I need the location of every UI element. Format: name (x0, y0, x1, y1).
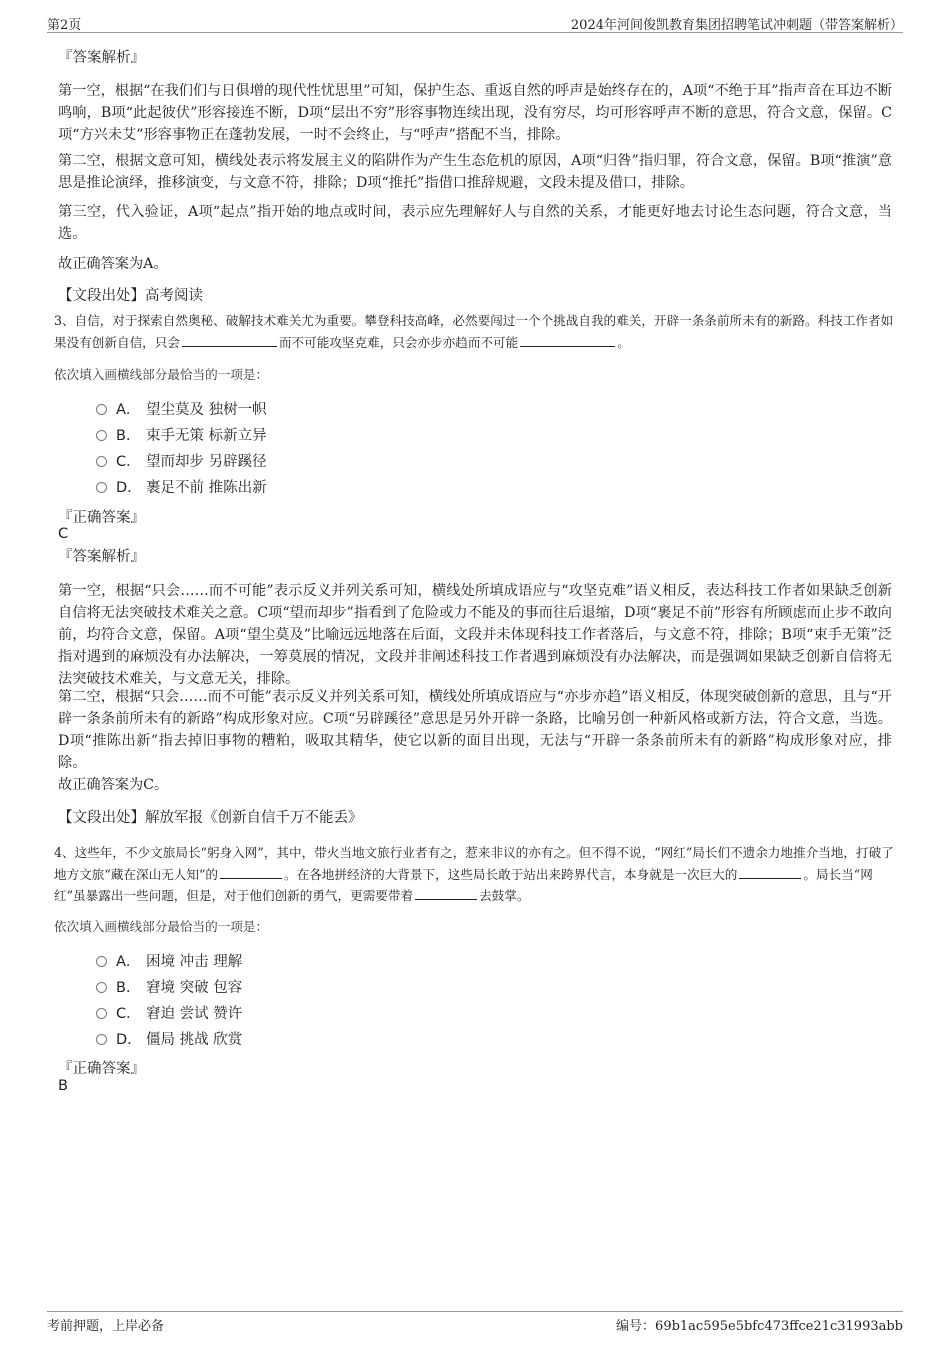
question-stem: 4、这些年，不少文旅局长“躬身入网”，其中，带火当地文旅行业者有之，惹来非议的亦有之。但不得不说，“网红”局长们不遗余力地推介当地，打破了地方文旅“藏在深山无人知”的 。在各地拼经济的大背景下，这些局长敢于站出来跨界代言，本身就是一次巨大的 。局长当“网红”虽暴露出一些问题，但是，对于他们创新的勇气，更需要带着 去鼓掌。 (54, 845, 894, 903)
answer-blank (520, 334, 615, 347)
option-b[interactable]: B． 束手无策 标新立异 (96, 426, 267, 446)
analysis-label: 『答案解析』 (58, 549, 145, 565)
page-number: 第2页 (47, 18, 82, 33)
option-a[interactable]: A． 困境 冲击 理解 (96, 952, 242, 972)
question-stem: 3、自信，对于探索自然奥秘、破解技术难关尤为重要。攀登科技高峰，必然要闯过一个个挑战自我的难关，开辟一条条前所未有的新路。科技工作者如果没有创新自信，只会 而不可能攻坚克难，只会亦步亦趋而不可能 。 (54, 313, 894, 350)
option-d[interactable]: D． 裹足不前 推陈出新 (96, 478, 267, 498)
radio-icon[interactable] (96, 482, 107, 493)
correct-answer: C (58, 526, 69, 542)
radio-icon[interactable] (96, 456, 107, 467)
radio-icon[interactable] (96, 430, 107, 441)
question-prompt: 依次填入画横线部分最恰当的一项是： (54, 367, 269, 382)
option-a[interactable]: A． 望尘莫及 独树一帜 (96, 400, 267, 420)
source-note: 【文段出处】解放军报《创新自信千万不能丢》 (58, 810, 363, 826)
radio-icon[interactable] (96, 1008, 107, 1019)
document-id: 编号：69b1ac595e5bfc473ffce21c31993abb (616, 1319, 903, 1334)
page-footer (47, 1311, 903, 1334)
correct-answer: B (58, 1078, 68, 1094)
radio-icon[interactable] (96, 1034, 107, 1045)
answer-blank (182, 334, 277, 347)
source-note: 【文段出处】高考阅读 (58, 288, 203, 304)
conclusion: 故正确答案为A。 (58, 256, 168, 272)
answer-blank (220, 866, 282, 879)
option-d[interactable]: D． 僵局 挑战 欣赏 (96, 1030, 242, 1050)
option-c[interactable]: C． 窘迫 尝试 赞许 (96, 1004, 242, 1024)
footer-slogan: 考前押题，上岸必备 (47, 1319, 165, 1334)
radio-icon[interactable] (96, 404, 107, 415)
question-prompt: 依次填入画横线部分最恰当的一项是： (54, 919, 269, 934)
radio-icon[interactable] (96, 982, 107, 993)
conclusion: 故正确答案为C。 (58, 777, 169, 793)
correct-answer-label: 『正确答案』 (58, 1061, 145, 1077)
radio-icon[interactable] (96, 956, 107, 967)
option-c[interactable]: C． 望而却步 另辟蹊径 (96, 452, 267, 472)
analysis-paragraph: 第二空，根据文意可知，横线处表示将发展主义的陷阱作为产生生态危机的原因，A项“归咎”指归罪，符合文意，保留。B项“推演”意思是推论演绎，推移演变，与文意不符，排除；D项“推托”指借口推辞规避，文段未提及借口，排除。 (58, 153, 892, 191)
answer-blank (739, 866, 801, 879)
analysis-paragraph: 第一空，根据“只会……而不可能”表示反义并列关系可知，横线处所填成语应与“攻坚克难”语义相反，表达科技工作者如果缺乏创新自信将无法突破技术难关之意。C项“望而却步”指看到了危险或力不能及的事而往后退缩，D项“裹足不前”形容有所顾虑而止步不敢向前，均符合文意，保留。A项“望尘莫及”比喻远远地落在后面，文段并未体现科技工作者落后，与文意不符，排除；B项“束手无策”泛指对遇到的麻烦没有办法解决，一筹莫展的情况，文段并非阐述科技工作者遇到麻烦没有办法解决，而是强调如果缺乏创新自信将无法突破技术难关，与文意无关，排除。 (58, 583, 892, 687)
answer-blank (415, 887, 477, 900)
option-b[interactable]: B． 窘境 突破 包容 (96, 978, 242, 998)
analysis-paragraph: 第三空，代入验证，A项“起点”指开始的地点或时间，表示应先理解好人与自然的关系，才能更好地去讨论生态问题，符合文意，当选。 (58, 204, 892, 242)
document-title: 2024年河间俊凯教育集团招聘笔试冲刺题（带答案解析） (570, 18, 903, 33)
correct-answer-label: 『正确答案』 (58, 510, 145, 526)
analysis-label: 『答案解析』 (58, 50, 145, 66)
analysis-paragraph: 第二空，根据“只会……而不可能”表示反义并列关系可知，横线处所填成语应与“亦步亦趋”语义相反，体现突破创新的意思，且与“开辟一条条前所未有的新路”构成形象对应。C项“另辟蹊径”意思是另外开辟一条路，比喻另创一种新风格或新方法，符合文意，当选。D项“推陈出新”指去掉旧事物的糟粕，吸取其精华，使它以新的面目出现，无法与“开辟一条条前所未有的新路”构成形象对应，排除。 (58, 689, 892, 771)
analysis-paragraph: 第一空，根据“在我们们与日俱增的现代性忧思里”可知，保护生态、重返自然的呼声是始终存在的，A项“不绝于耳”指声音在耳边不断鸣响，B项“此起彼伏”形容接连不断，D项“层出不穷”形容事物连续出现，没有穷尽，均可形容呼声不断的意思，符合文意，保留。C项“方兴未艾”形容事物正在蓬勃发展，一时不会终止，与“呼声”搭配不当，排除。 (58, 83, 892, 143)
page-header (47, 12, 903, 33)
